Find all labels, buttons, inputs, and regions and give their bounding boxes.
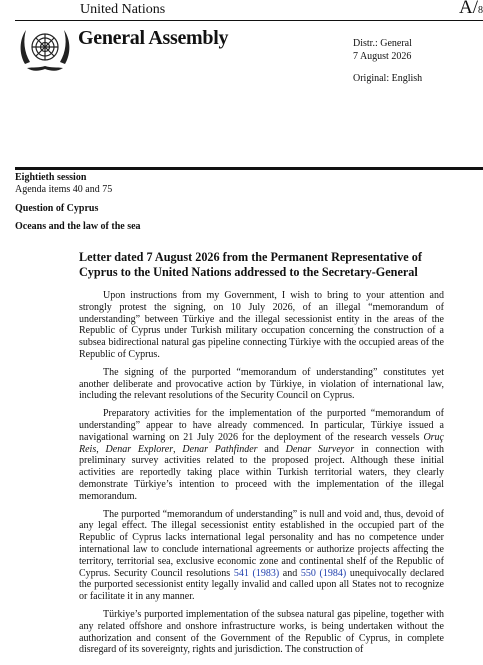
distribution: Distr.: General	[353, 38, 412, 49]
symbol-prefix: A/	[459, 0, 478, 18]
symbol-suffix: 8	[478, 5, 483, 16]
general-assembly-title: General Assembly	[78, 27, 229, 49]
paragraph-5: Türkiye’s purported implementation of the subsea natural gas pipeline, together with any related offshore and onshore infrastructure works, is being undertaken without the authorization and consent of the Government of the Republic of Cyprus, in complete disregard of its sovereignty, rights and jurisdiction. The construction of	[79, 608, 444, 656]
document-symbol	[459, 0, 483, 19]
original-language: Original: English	[353, 73, 423, 84]
header-bottom-rule	[15, 167, 483, 170]
letter-title	[79, 250, 459, 280]
session-block	[15, 172, 112, 196]
agenda-item-cyprus: Question of Cyprus	[15, 203, 99, 214]
agenda-items: Agenda items 40 and 75	[15, 184, 113, 195]
agenda-item-oceans: Oceans and the law of the sea	[15, 221, 141, 232]
separator: ,	[173, 443, 183, 455]
session-name: Eightieth session	[15, 172, 87, 183]
paragraph-3-text: in connection with preliminary survey activities related to the proposed project. Although these initial activities are reportedly taking place within Turkish territorial waters, they clearly demonstrate Türkiye’s intention to proceed with the implementation of the illegal memorandum.	[79, 443, 445, 502]
paragraph-3	[79, 408, 444, 502]
organization-name: United Nations	[80, 2, 166, 17]
paragraph-2: The signing of the purported “memorandum of understanding” constitutes yet another deliberate and provocative action by Türkiye, in violation of international law, including the relevant resolutions of the Security Council on Cyprus.	[79, 366, 444, 402]
paragraph-4-text: The purported “memorandum of understanding” is null and void and, thus, devoid of any legal effect. The illegal secessionist entity established in the occupied part of the Republic of Cyprus lacks international legal personality and has no competence under international law to conclude international agreements or authorize projects affecting the territory, territorial sea, exclusive economic zone and continental shelf of the Republic of Cyprus. Security Council resolutions	[79, 508, 444, 579]
vessel-name: Denar Pathfinder	[182, 443, 258, 455]
paragraph-4-text: unequivocally declared the purported secessionist entity legally invalid and called upon all States not to recognize or facilitate it in any manner.	[79, 567, 444, 603]
paragraph-3-text: Preparatory activities for the implementation of the purported “memorandum of understanding” appear to have already commenced. In particular, Türkiye issued a navigational warning on 21 July 2026 for the deployment of the research vessels	[79, 408, 444, 443]
letter-body	[79, 290, 444, 662]
separator: and	[279, 567, 301, 579]
letter-title-line-1: Letter dated 7 August 2026 from the Permanent Representative of	[79, 250, 422, 264]
vessel-name: Denar Explorer	[105, 443, 174, 455]
separator: and	[257, 443, 286, 455]
header-top-rule	[15, 20, 483, 21]
paragraph-4	[79, 509, 444, 603]
vessel-name: Oruç Reis	[79, 431, 444, 455]
resolution-541-link[interactable]: 541 (1983)	[233, 567, 280, 579]
letter-title-line-2: Cyprus to the United Nations addressed to the Secretary-General	[79, 265, 418, 279]
un-emblem-icon	[17, 24, 73, 74]
separator: ,	[96, 443, 106, 455]
document-date: 7 August 2026	[353, 51, 412, 62]
paragraph-1: Upon instructions from my Government, I wish to bring to your attention and strongly protest the signing, on 10 July 2026, of an illegal “memorandum of understanding” between Türkiye and the illegal secessionist entity in the areas of the Republic of Cyprus under Turkish military occupation concerning the construction of a subsea bidirectional natural gas pipeline connecting Türkiye with the occupied areas of the Republic of Cyprus.	[79, 290, 444, 360]
vessel-name: Denar Surveyor	[285, 443, 355, 455]
resolution-550-link[interactable]: 550 (1984)	[300, 567, 347, 579]
